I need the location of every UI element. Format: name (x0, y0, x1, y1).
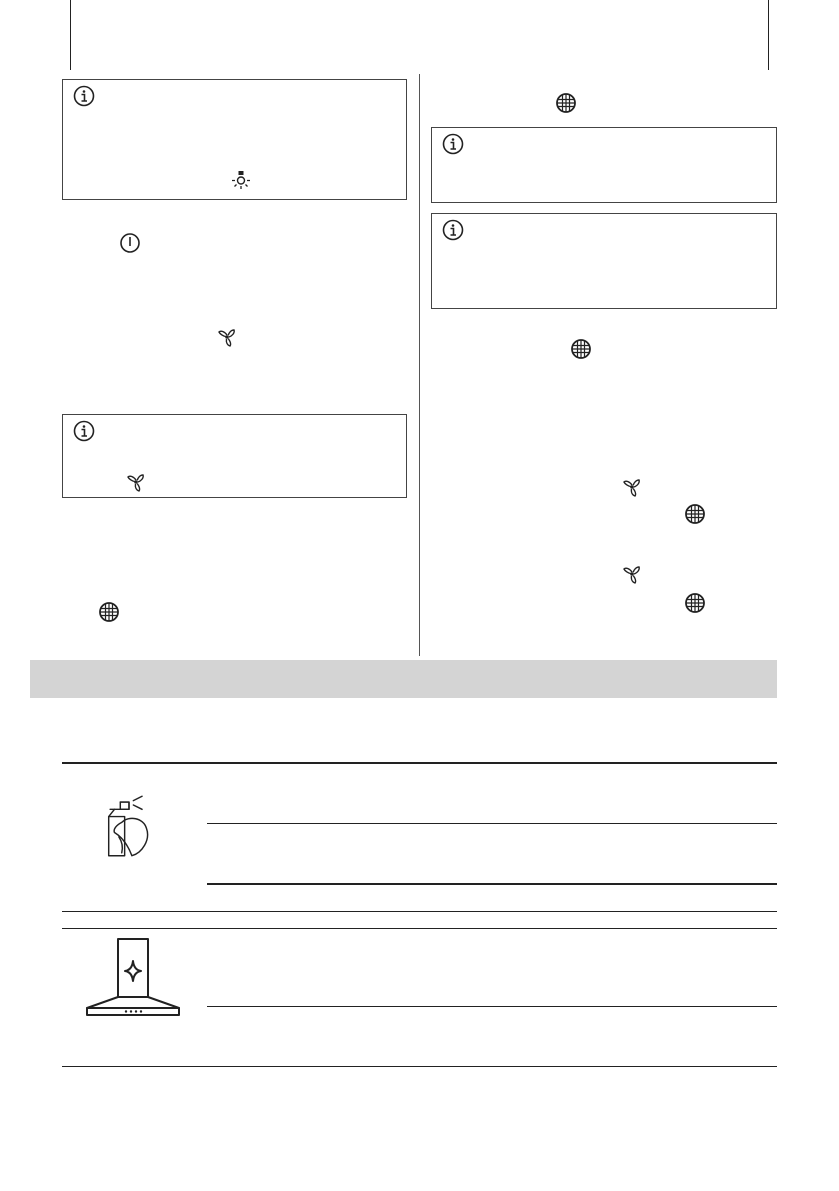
info-icon (442, 219, 464, 241)
table-rule-mid-1 (62, 911, 777, 912)
info-icon (73, 420, 95, 442)
table-rule-inner-3 (207, 1006, 777, 1007)
grid-filter-icon (555, 92, 577, 114)
spray-and-cloth-icon (100, 783, 158, 869)
table-rule-inner-1 (207, 823, 777, 824)
table-rule-mid-2 (62, 928, 777, 929)
note-box-fan (62, 414, 407, 498)
grid-filter-icon (684, 592, 706, 614)
crop-mark-left (70, 0, 71, 70)
grid-filter-icon (684, 503, 706, 525)
fan-icon (216, 326, 238, 348)
grid-filter-icon (98, 601, 120, 623)
section-header-bar (30, 660, 777, 698)
note-box-light (62, 79, 407, 200)
info-icon (442, 133, 464, 155)
fan-icon (621, 476, 643, 498)
note-box-filter-1 (431, 127, 777, 203)
info-icon (73, 85, 95, 107)
light-bulb-icon (230, 169, 252, 191)
note-box-filter-2 (431, 213, 777, 309)
table-rule-top (62, 762, 777, 764)
fan-icon (125, 471, 147, 493)
power-icon (119, 232, 141, 254)
grid-filter-icon (570, 338, 592, 360)
table-rule-inner-2 (207, 883, 777, 885)
column-divider (419, 74, 420, 656)
crop-mark-right (768, 0, 769, 70)
table-rule-bottom (62, 1066, 777, 1067)
fan-icon (621, 563, 643, 585)
cooker-hood-icon (83, 937, 183, 1017)
